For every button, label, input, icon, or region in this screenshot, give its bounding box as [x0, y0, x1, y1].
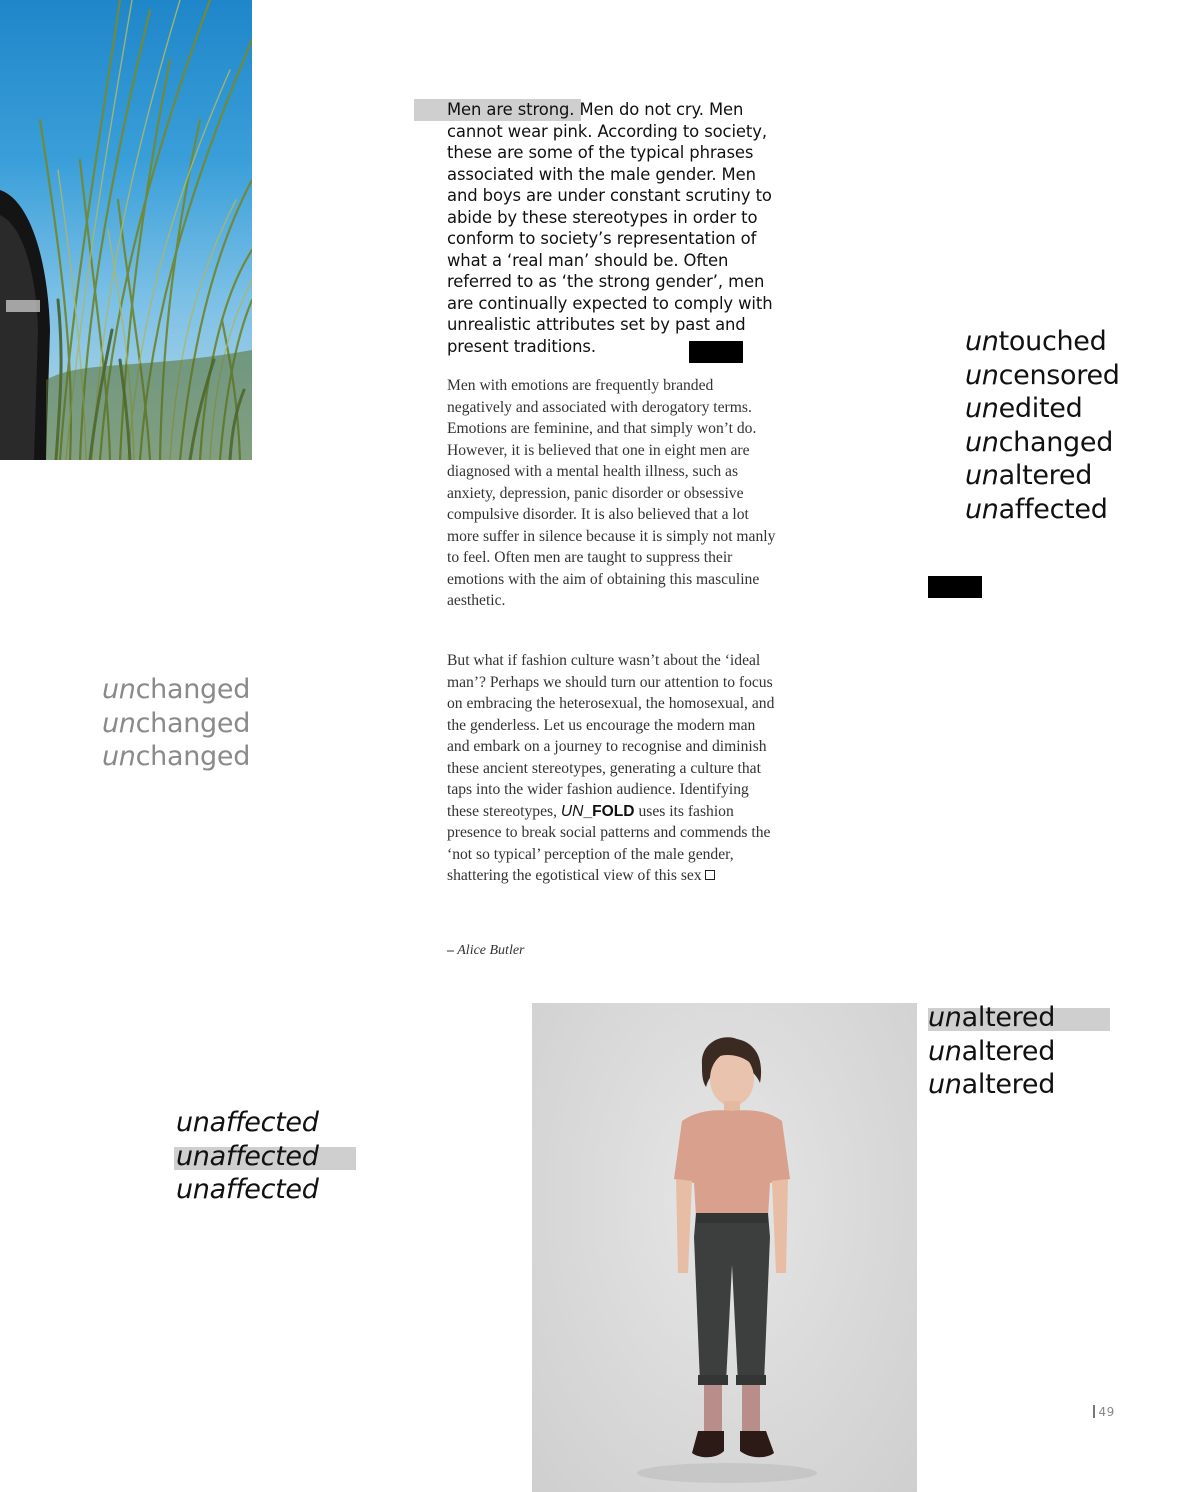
word-stack-item: unaltered [965, 460, 1093, 491]
word-stack-bottom-right [928, 1001, 1055, 1102]
redaction-bar-right [928, 576, 982, 598]
signature-name: Alice Butler [457, 943, 525, 958]
word-stack-left-grey [102, 673, 250, 774]
body-paragraph-fashion-outro: uses its fashion presence to break social patterns and commends the ‘not so typical’ perception of the male gender, shattering the egotistical view of this sex [447, 802, 771, 884]
grass-illustration [0, 0, 252, 460]
model-illustration [532, 1003, 917, 1492]
page-number-value: 49 [1098, 1405, 1115, 1419]
word-stack-item: unchanged [965, 426, 1114, 458]
word-stack-item: unchanged [102, 674, 251, 705]
signature-dash: – [447, 943, 454, 958]
word-stack-item: unaffected [176, 1107, 319, 1138]
page-number [1093, 1405, 1115, 1419]
word-stack-item: unaltered [928, 1035, 1056, 1067]
end-square-icon [705, 870, 715, 880]
model-photo [532, 1003, 917, 1492]
author-signature [447, 943, 525, 959]
word-stack-bottom-left [176, 1106, 319, 1207]
word-stack-item: unchanged [102, 707, 251, 739]
word-stack-item: unchanged [102, 741, 251, 772]
word-stack-item: unaltered [928, 1069, 1056, 1100]
body-paragraph-fashion [447, 650, 777, 887]
word-stack-item: unaffected [176, 1140, 319, 1172]
page-number-divider [1093, 1405, 1095, 1418]
lead-paragraph: Men are strong. Men do not cry. Men cannot wear pink. According to society, these are some of the typical phrases associated with the male gender. Men and boys are under constant scrutiny to abide by these stereotypes in order to conform to society’s representation of what a ‘real man’ should be. Often referred to as ‘the strong gender’, men are continually expected to comply with unrealistic attributes set by past and present traditions. [447, 100, 773, 356]
word-stack-item: unaffected [965, 493, 1108, 525]
brand-prefix: UN [560, 802, 584, 820]
word-stack-item: unaffected [176, 1174, 319, 1205]
grass-photo [0, 0, 252, 460]
redaction-bar-lead [689, 341, 743, 363]
word-stack-item: untouched [965, 326, 1107, 357]
brand-suffix: _FOLD [583, 802, 635, 820]
body-paragraph-fashion-intro: But what if fashion culture wasn’t about the ‘ideal man’? Perhaps we should turn our attention to focus on embracing the heterosexual, the homosexual, and the genderless. Let us encourage the modern man and embark on a journey to recognise and diminish these ancient stereotypes, generating a culture that taps into the wider fashion audience. Identifying these stereotypes, [447, 652, 775, 820]
body-paragraph-emotions: Men with emotions are frequently branded negatively and associated with derogatory terms. Emotions are feminine, and that simply won’t do. However, it is believed that one in eight men are diagnosed with a mental health illness, such as anxiety, depression, panic disorder or obsessive compulsive disorder. It is also believed that a lot more suffer in silence because it is simply not manly to feel. Often men are taught to suppress their emotions with the aim of obtaining this masculine aesthetic. [447, 377, 776, 609]
word-stack-item: unaltered [928, 1002, 1056, 1033]
word-stack-right [965, 325, 1120, 526]
word-stack-item: uncensored [965, 359, 1120, 391]
word-stack-item: unedited [965, 393, 1083, 424]
